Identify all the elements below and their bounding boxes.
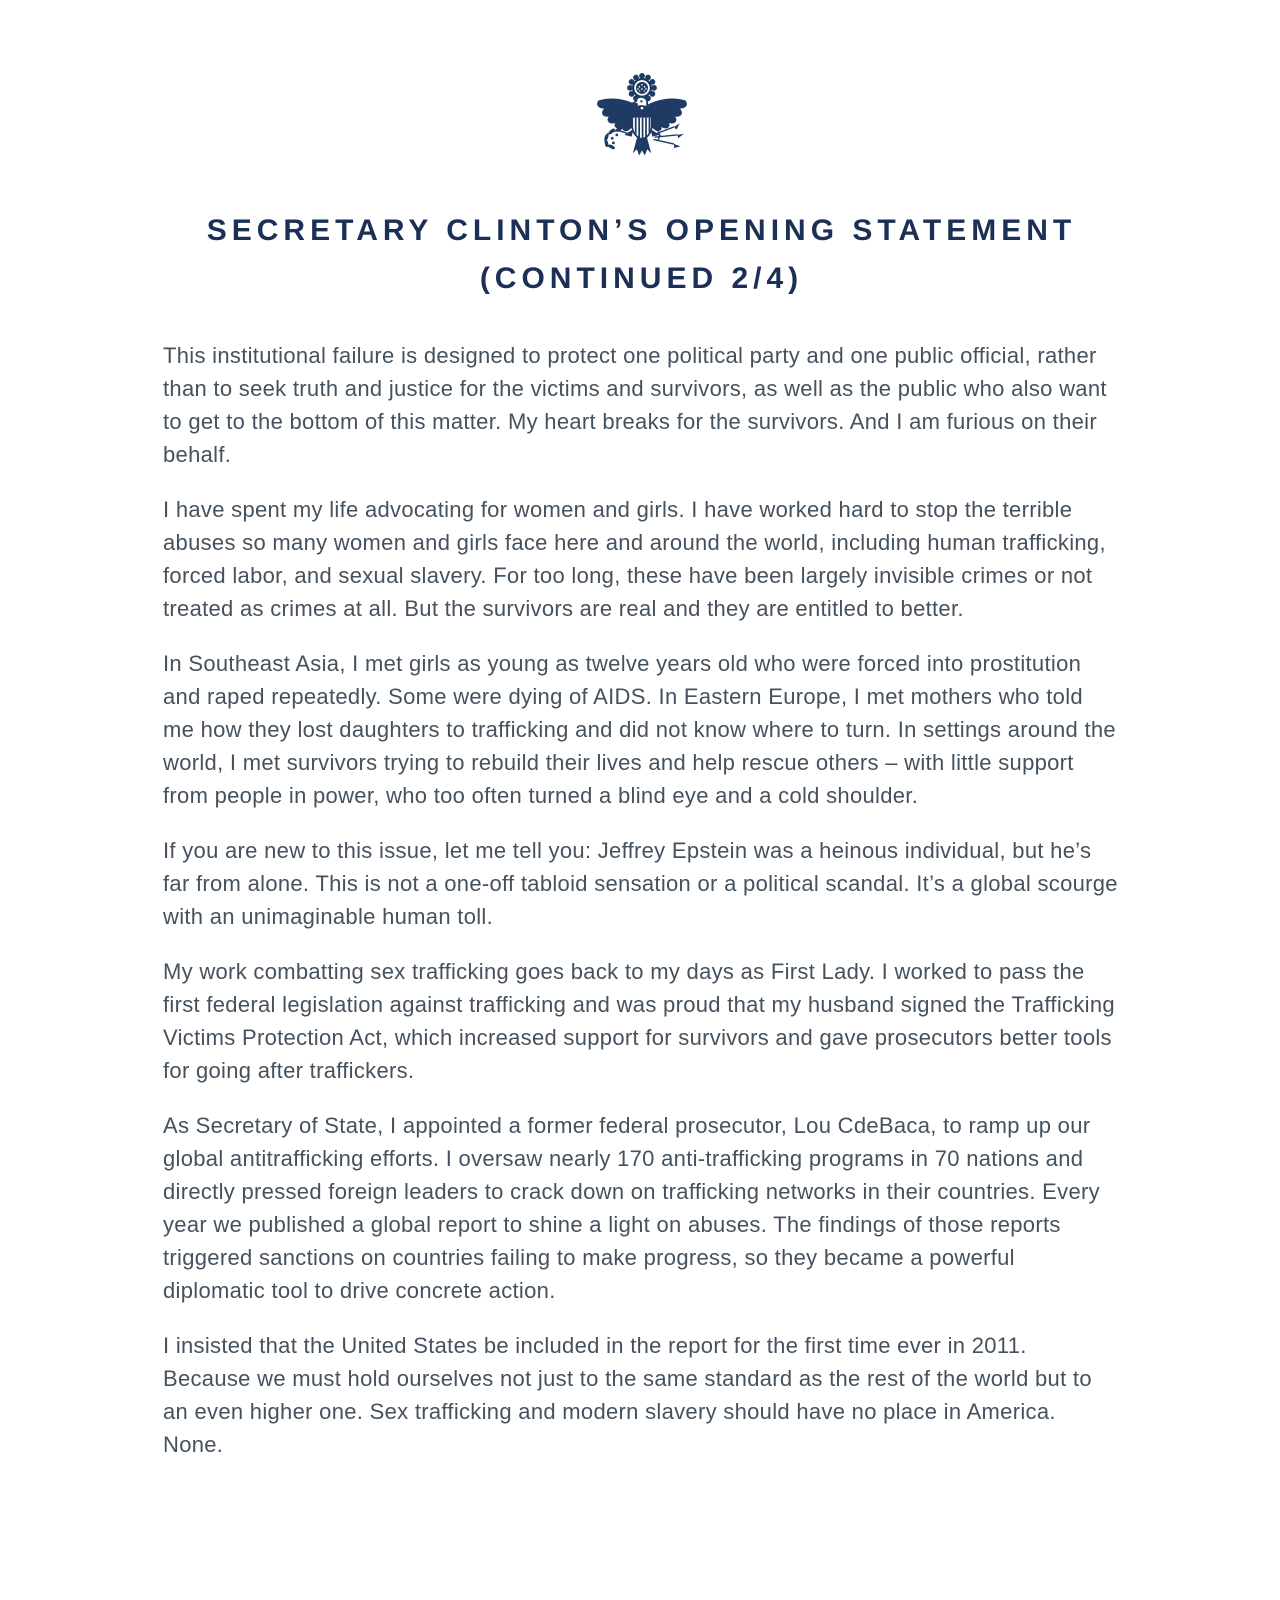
statement-paragraph-6: As Secretary of State, I appointed a former federal prosecutor, Lou CdeBaca, to ramp up our global antitrafficking efforts. I oversaw nearly 170 anti-trafficking programs in 70 nations and directly pressed foreign leaders to crack down on trafficking networks in their countries. Every year we published a global report to shine a light on abuses. The findings of those reports triggered sanctions on countries failing to make progress, so they became a powerful diplomatic tool to drive concrete action. bbox=[163, 1113, 1100, 1303]
statement-paragraph-5: My work combatting sex trafficking goes back to my days as First Lady. I worked to pass the first federal legislation against trafficking and was proud that my husband signed the Trafficking Victims Protection Act, which increased support for survivors and gave prosecutors better tools for going after traffickers. bbox=[163, 959, 1115, 1083]
seal-container bbox=[163, 70, 1120, 191]
statement-paragraph-3: In Southeast Asia, I met girls as young as twelve years old who were forced into prostitution and raped repeatedly. Some were dying of AIDS. In Eastern Europe, I met mothers who told me how they lost daughters to trafficking and did not know where to turn. In settings around the world, I met survivors trying to rebuild their lives and help rescue others – with little support from people in power, who too often turned a blind eye and a cold shoulder. bbox=[163, 651, 1116, 808]
title-line-1: SECRETARY CLINTON’S OPENING STATEMENT bbox=[206, 214, 1077, 247]
statement-paragraph-2: I have spent my life advocating for women and girls. I have worked hard to stop the terrible abuses so many women and girls face here and around the world, including human trafficking, forced labor, and sexual slavery. For too long, these have been largely invisible crimes or not treated as crimes at all. But the survivors are real and they are entitled to better. bbox=[163, 497, 1106, 621]
statement-paragraph-4: If you are new to this issue, let me tell you: Jeffrey Epstein was a heinous individual, but he’s far from alone. This is not a one-off tabloid sensation or a political scandal. It’s a global scourge with an unimaginable human toll. bbox=[163, 838, 1118, 929]
page-title bbox=[163, 207, 1120, 303]
statement-paragraph-1: This institutional failure is designed to protect one political party and one public official, rather than to seek truth and justice for the victims and survivors, as well as the public who also want to get to the bottom of this matter. My heart breaks for the survivors. And I am furious on their behalf. bbox=[163, 343, 1107, 467]
title-line-2: (CONTINUED 2/4) bbox=[479, 262, 804, 295]
great-seal-icon bbox=[579, 70, 705, 186]
statement-body bbox=[163, 339, 1120, 1461]
statement-paragraph-7: I insisted that the United States be included in the report for the first time ever in 2011. Because we must hold ourselves not just to the same standard as the rest of the world but to an even higher one. Sex trafficking and modern slavery should have no place in America. None. bbox=[163, 1333, 1092, 1457]
